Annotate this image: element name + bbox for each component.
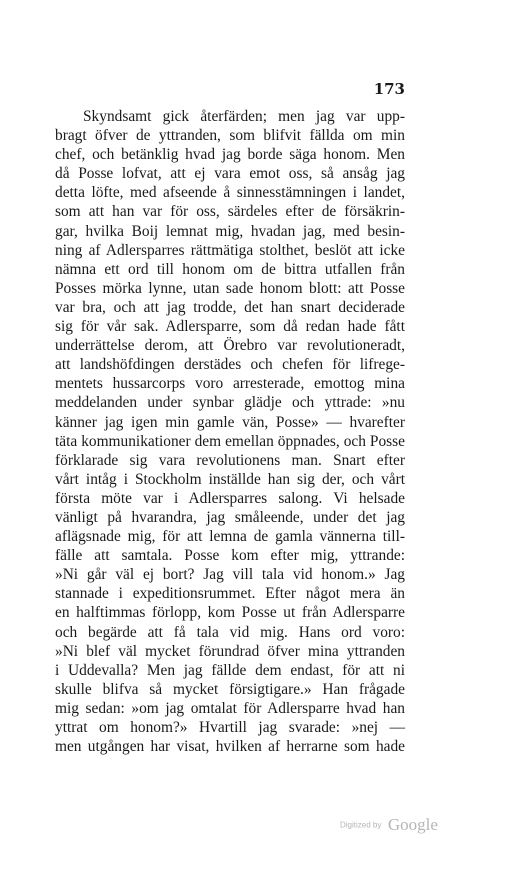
text-line: en halftimmas förlopp, kom Posse ut från Adlersparre [55,604,405,622]
text-line: »Ni går väl ej bort? Jag vill tala vid honom.» Jag [55,566,405,584]
google-logo: Google [387,815,438,834]
text-line: täta kommunikationer dem emellan öppnades, och Posse [55,432,405,450]
watermark-prefix: Digitized by [340,820,382,830]
text-line: som att han var för oss, särdeles efter de försäkrin- [55,203,405,221]
text-line: aflägsnade mig, för att lemna de gamla vännerna till- [55,528,405,546]
text-line: stannade i expeditionsrummet. Efter något mera än [55,585,405,603]
page-number: 173 [373,80,405,98]
text-line: skulle blifva så mycket försigtigare.» Han frågade [55,680,405,698]
text-line: chef, och betänklig hvad jag borde säga honom. Men [55,146,405,164]
text-line: sig för vår sak. Adlersparre, som då redan hade fått [55,318,405,336]
text-line: nämna ett ord till honom om de bittra utfallen från [55,260,405,278]
text-line: men utgången har visat, hvilken af herrarne som hade [55,738,405,756]
text-line: var bra, och att jag trodde, det han snart deciderade [55,298,405,316]
text-line: bragt öfver de yttranden, som blifvit fällda om min [55,127,405,145]
text-line: gar, hvilka Boij lemnat mig, hvadan jag, med besin- [55,222,405,240]
text-line: mig sedan: »om jag omtalat för Adlersparre hvad han [55,699,405,717]
text-line: meddelanden under synbar glädje och yttrade: »nu [55,394,405,412]
text-line: vänligt på hvarandra, jag småleende, under det jag [55,508,405,526]
text-line: mentets hussarcorps voro arresterade, emottog mina [55,375,405,393]
text-line: att landshöfdingen derstädes och chefen för lifrege- [55,356,405,374]
google-watermark [340,815,438,835]
text-line: underrättelse derom, att Örebro var revolutioneradt, [55,337,405,355]
text-line: och begärde att få tala vid mig. Hans ord voro: [55,623,405,641]
text-line: fälle att samtala. Posse kom efter mig, yttrande: [55,547,405,565]
text-line: yttrat om honom?» Hvartill jag svarade: »nej — [55,719,405,736]
text-line: känner jag igen min gamle vän, Posse» — hvarefter [55,413,405,431]
text-line: Skyndsamt gick återfärden; men jag var upp- [83,108,405,125]
text-line: detta löfte, med afseende å sinnesstämningen i landet, [55,184,405,202]
text-line: då Posse lofvat, att ej vara emot oss, så ansåg jag [55,165,405,183]
text-line: »Ni blef väl mycket förundrad öfver mina yttranden [55,642,405,660]
text-line: i Uddevalla? Men jag fällde dem endast, för att ni [55,661,405,679]
body-text [55,107,405,756]
text-line: ning af Adlersparres rättmätiga stolthet, beslöt att icke [55,241,405,259]
text-line: vårt intåg i Stockholm inställde han sig der, och vårt [55,470,405,488]
text-line: Posses mörka lynne, utan sade honom blott: att Posse [55,279,405,297]
text-line: förklarade sig vara revolutionens man. Snart efter [55,451,405,469]
text-line: första möte var i Adlersparres salong. Vi helsade [55,489,405,507]
